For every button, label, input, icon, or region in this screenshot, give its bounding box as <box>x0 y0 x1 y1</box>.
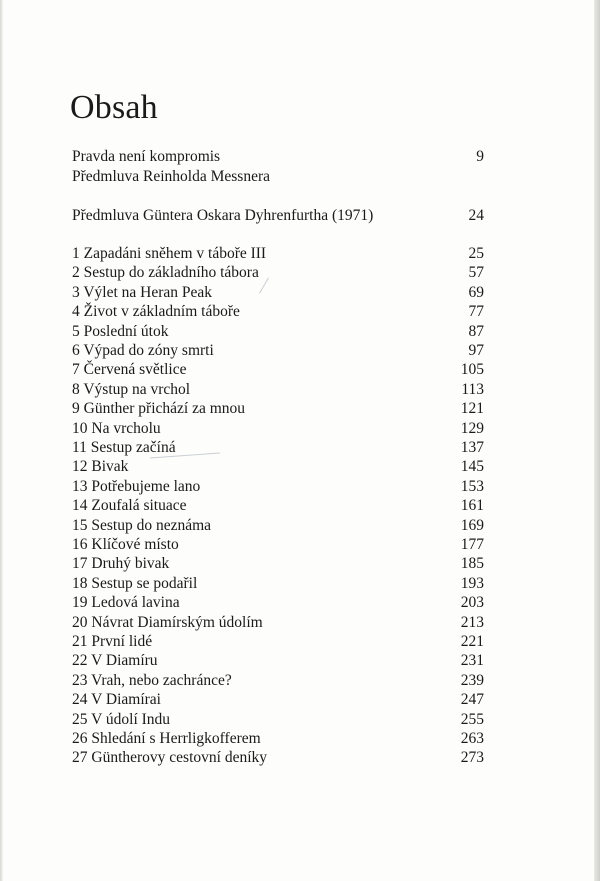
chapter-entry <box>72 244 484 264</box>
entry-page-number: 129 <box>460 420 484 437</box>
page-title: Obsah <box>70 89 158 126</box>
entry-title: 12 Bivak <box>72 458 129 475</box>
entry-page-number: 185 <box>460 555 484 572</box>
chapter-entry <box>72 613 484 633</box>
entry-page-number: 203 <box>460 594 484 611</box>
entry-page-number: 255 <box>460 711 484 728</box>
entry-title: Předmluva Reinholda Messnera <box>72 168 271 185</box>
entry-title: 20 Návrat Diamírským údolím <box>72 614 263 631</box>
entry-page-number: 193 <box>460 575 484 592</box>
chapter-entry <box>72 535 484 555</box>
entry-page-number: 137 <box>460 439 484 456</box>
entry-title: 16 Klíčové místo <box>72 536 179 553</box>
entry-page-number: 273 <box>460 749 484 766</box>
entry-title: 8 Výstup na vrchol <box>72 381 191 398</box>
entry-page-number: 247 <box>460 691 484 708</box>
entry-title: 1 Zapadáni sněhem v táboře III <box>72 245 267 262</box>
entry-title: 15 Sestup do neznáma <box>72 517 212 534</box>
chapter-entry <box>72 283 484 303</box>
entry-title: 7 Červená světlice <box>72 361 187 378</box>
chapter-entry <box>72 457 484 477</box>
chapter-entry <box>72 632 484 652</box>
chapter-entry <box>72 516 484 536</box>
entry-page-number: 145 <box>460 458 484 475</box>
front-matter-entry <box>72 167 484 187</box>
chapter-entry <box>72 671 484 691</box>
chapter-entry <box>72 322 484 342</box>
chapter-entry <box>72 710 484 730</box>
entry-page-number: 153 <box>460 478 484 495</box>
chapter-entry <box>72 477 484 497</box>
entry-title: 26 Shledání s Herrligkofferem <box>72 730 261 747</box>
entry-title: 23 Vrah, nebo zachránce? <box>72 672 232 689</box>
entry-title: 4 Život v základním táboře <box>72 303 240 320</box>
entry-title: 9 Günther přichází za mnou <box>72 400 246 417</box>
entry-title: 6 Výpad do zóny smrti <box>72 342 214 359</box>
entry-title: 27 Güntherovy cestovní deníky <box>72 749 268 766</box>
entry-page-number: 24 <box>468 207 484 224</box>
entry-page-number: 263 <box>460 730 484 747</box>
entry-page-number: 177 <box>460 536 484 553</box>
chapter-entry <box>72 574 484 594</box>
chapter-entry <box>72 360 484 380</box>
entry-page-number: 239 <box>460 672 484 689</box>
chapter-entry <box>72 380 484 400</box>
chapter-entry <box>72 593 484 613</box>
entry-title: 21 První lidé <box>72 633 153 650</box>
entry-page-number: 25 <box>468 245 484 262</box>
chapter-entry <box>72 263 484 283</box>
entry-title: 18 Sestup se podařil <box>72 575 198 592</box>
entry-title: 17 Druhý bivak <box>72 555 170 572</box>
entry-title: 13 Potřebujeme lano <box>72 478 201 495</box>
entry-title: 19 Ledová lavina <box>72 594 180 611</box>
entry-title: 10 Na vrcholu <box>72 420 161 437</box>
entry-title: Předmluva Güntera Oskara Dyhrenfurtha (1971) <box>72 207 374 224</box>
entry-title: 2 Sestup do základního tábora <box>72 264 259 281</box>
entry-page-number: 121 <box>460 400 484 417</box>
entry-page-number: 9 <box>476 148 484 165</box>
entry-page-number: 69 <box>468 284 484 301</box>
chapter-entry <box>72 399 484 419</box>
entry-page-number: 213 <box>460 614 484 631</box>
chapter-entry <box>72 554 484 574</box>
entry-page-number: 105 <box>460 361 484 378</box>
entry-title: 25 V údolí Indu <box>72 711 171 728</box>
entry-page-number: 231 <box>460 652 484 669</box>
entry-title: 24 V Diamírai <box>72 691 161 708</box>
entry-page-number: 113 <box>461 381 484 398</box>
entry-page-number: 87 <box>468 323 484 340</box>
chapter-entry <box>72 748 484 768</box>
entry-title: Pravda není kompromis <box>72 148 221 165</box>
entry-title: 5 Poslední útok <box>72 323 169 340</box>
chapter-entry <box>72 496 484 516</box>
front-matter-entry <box>72 147 484 167</box>
entry-page-number: 221 <box>460 633 484 650</box>
page-edge-right <box>594 0 600 881</box>
entry-page-number: 77 <box>468 303 484 320</box>
chapter-entry <box>72 690 484 710</box>
chapter-entry <box>72 419 484 439</box>
entry-page-number: 161 <box>460 497 484 514</box>
chapter-entry <box>72 651 484 671</box>
entry-title: 22 V Diamíru <box>72 652 158 669</box>
front-matter-entry <box>72 206 484 226</box>
chapter-entry <box>72 438 484 458</box>
entry-page-number: 97 <box>468 342 484 359</box>
chapter-entry <box>72 302 484 322</box>
chapter-entry <box>72 341 484 361</box>
entry-title: 14 Zoufalá situace <box>72 497 187 514</box>
entry-title: 3 Výlet na Heran Peak <box>72 284 213 301</box>
entry-title: 11 Sestup začíná <box>72 439 176 456</box>
page-edge-left <box>0 0 3 881</box>
entry-page-number: 169 <box>460 517 484 534</box>
chapter-entry <box>72 729 484 749</box>
entry-page-number: 57 <box>468 264 484 281</box>
